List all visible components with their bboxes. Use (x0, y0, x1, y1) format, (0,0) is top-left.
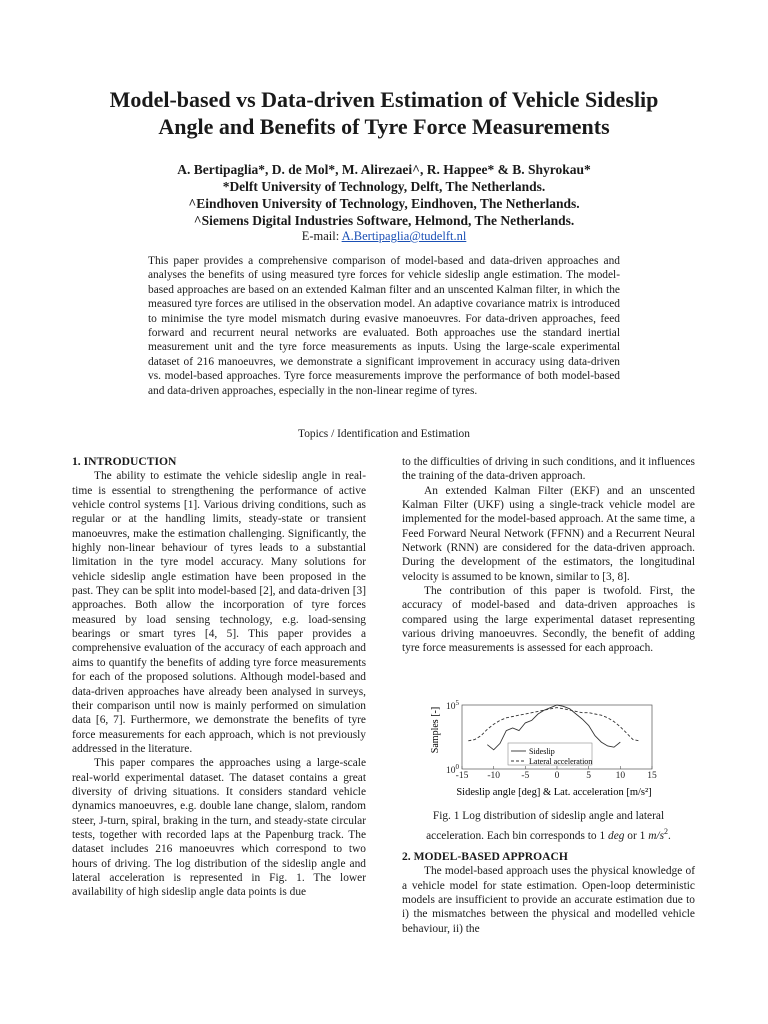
x-tick-label: 0 (554, 771, 560, 781)
topics: Topics / Identification and Estimation (298, 428, 470, 440)
figure-1-caption (402, 809, 695, 844)
legend-label: Sideslip (529, 747, 555, 756)
x-tick-label: -15 (455, 771, 469, 781)
caption-deg: deg (608, 829, 625, 842)
figure-1-chart (426, 697, 666, 800)
right-column (402, 455, 695, 656)
intro-heading: 1. INTRODUCTION (72, 455, 177, 468)
intro-paragraph-3: to the difficulties of driving in such conditions, and it influences the training of the data-driven approach. (402, 456, 695, 483)
x-tick-label: 10 (615, 771, 626, 781)
affiliation-2: ^Eindhoven University of Technology, Eindhoven, The Netherlands. (188, 196, 580, 211)
intro-paragraph-2: This paper compares the approaches using a large-scale real-world experimental dataset. The dataset contains a great diversity of driving situations. It considers standard vehicle dynamics manoeuvres, e.g. double lane change, slalom, random steer, J-turn, spiral, braking in the turn, and steady-state circular tests, together with recorded laps at the Papenburg track. The dataset includes 216 manoeuvres which correspond to two hours of driving. The log distribution of the sideslip angle and lateral acceleration is represented in Fig. 1. The lower availability of high sideslip angle data points is due (72, 757, 366, 899)
abstract: This paper provides a comprehensive comparison of model-based and data-driven approaches and analyses the benefits of using measured tyre forces for vehicle sideslip angle estimation. The model-based approaches are based on an extended Kalman filter and an unscented Kalman filter, in which the measured tyre forces are utilised in the observation model. An adaptive covariance matrix is introduced to minimise the tyre model mismatch during evasive manoeuvres. For data-driven approaches, feed forward and recurrent neural networks are evaluated. Both approaches use the standard inertial measurement unit and the tyre force measurements as inputs. Using the large-scale experimental dataset of 216 manoeuvres, we demonstrate a significant improvement in accuracy using data-driven vs. model-based approaches. Tyre force measurements improve the performance of both model-based and data-driven approaches, especially in the non-linear regime of tyres. (148, 255, 620, 397)
title-line-2: Angle and Benefits of Tyre Force Measurements (158, 114, 610, 139)
caption-text: acceleration. Each bin corresponds to 1 (426, 829, 608, 842)
email-line (40, 228, 728, 244)
email-link[interactable]: A.Bertipaglia@tudelft.nl (341, 229, 467, 243)
x-tick-label: 5 (586, 771, 592, 781)
authors: A. Bertipaglia*, D. de Mol*, M. Alirezaei^, R. Happee* & B. Shyrokau* (177, 162, 591, 177)
chart-y-axis-label: Samples [-] (430, 706, 441, 754)
affiliation-1: *Delft University of Technology, Delft, The Netherlands. (222, 179, 546, 194)
intro-paragraph-5: The contribution of this paper is twofold. First, the accuracy of model-based and data-driven approaches is compared using the large experimental dataset representing various driving manoeuvres. Secondly, the benefit of adding tyre force measurements is assessed for each approach. (402, 585, 695, 655)
x-tick-label: -10 (487, 771, 501, 781)
x-tick-label: 15 (647, 771, 657, 781)
legend-label: Lateral acceleration (529, 757, 593, 766)
chart-x-axis-label: Sideslip angle [deg] & Lat. acceleration [m/s²] (456, 787, 652, 798)
caption-unit: m/s (648, 829, 665, 842)
left-column (72, 455, 366, 900)
affiliation-3: ^Siemens Digital Industries Software, Helmond, The Netherlands. (193, 213, 575, 228)
chart-legend (508, 743, 592, 766)
model-based-paragraph-1: The model-based approach uses the physical knowledge of a vehicle model for state estimation. Open-loop deterministic models are insufficient to provide an accurate estimation due to i) the mismatches between the physical and modelled vehicle behaviour, ii) the (402, 865, 695, 935)
y-tick-label: $10^0$ (446, 763, 459, 776)
x-tick-label: -5 (521, 771, 530, 781)
paper-title (40, 86, 728, 140)
intro-paragraph-4: An extended Kalman Filter (EKF) and an unscented Kalman Filter (UKF) using a single-track vehicle model are implemented for the model-based approach. At the same time, a Feed Forward Neural Network (FFNN) and a Recurrent Neural Network (RNN) are considered for the data-driven approach. During the development of the estimators, the longitudinal velocity is assumed to be known, similar to [3, 8]. (402, 484, 695, 583)
y-tick-label: $10^5$ (446, 699, 459, 712)
author-block (40, 161, 728, 229)
model-based-heading: 2. MODEL-BASED APPROACH (402, 850, 568, 863)
email-label: E-mail: (301, 229, 342, 243)
title-line-1: Model-based vs Data-driven Estimation of Vehicle Sideslip (109, 87, 659, 112)
caption-line-2 (402, 824, 695, 844)
caption-line-1: Fig. 1 Log distribution of sideslip angle and lateral (432, 810, 665, 822)
series-line-lateral-acceleration (468, 708, 639, 741)
caption-end: . (668, 829, 671, 842)
caption-or: or 1 (624, 829, 649, 842)
intro-paragraph-1: The ability to estimate the vehicle sideslip angle in real-time is essential to strengthening the performance of active vehicle control systems [1]. Various driving conditions, such as regular or at the handling limits, steady-state or transient manoeuvres, make the estimation challenging. Significantly, the highly non-linear behaviour of tyres leads to a substantial limitation in the tyre model accuracy. Many solutions for vehicle sideslip angle estimation have been proposed in the past. They can be split into model-based [2], and data-driven [3] approaches. Both allow the incorporation of tyre forces measured by load sensing technology, e.g. load-sensing bearings or smart tyres [4, 5]. This paper provides a comprehensive evaluation of the accuracy of each approach and aims to quantify the benefits of adding tyre force measurements for each of the proposed solutions. Although model-based and data-driven approaches have already been analysed in surveys, their comparison until now is mainly performed on simulation data [6, 7]. Furthermore, we demonstrate the benefits of tyre force measurements for each approach, which is not previously addressed in the literature. (72, 470, 366, 755)
right-column-lower (402, 850, 695, 936)
caption-sup: 2 (664, 827, 669, 836)
